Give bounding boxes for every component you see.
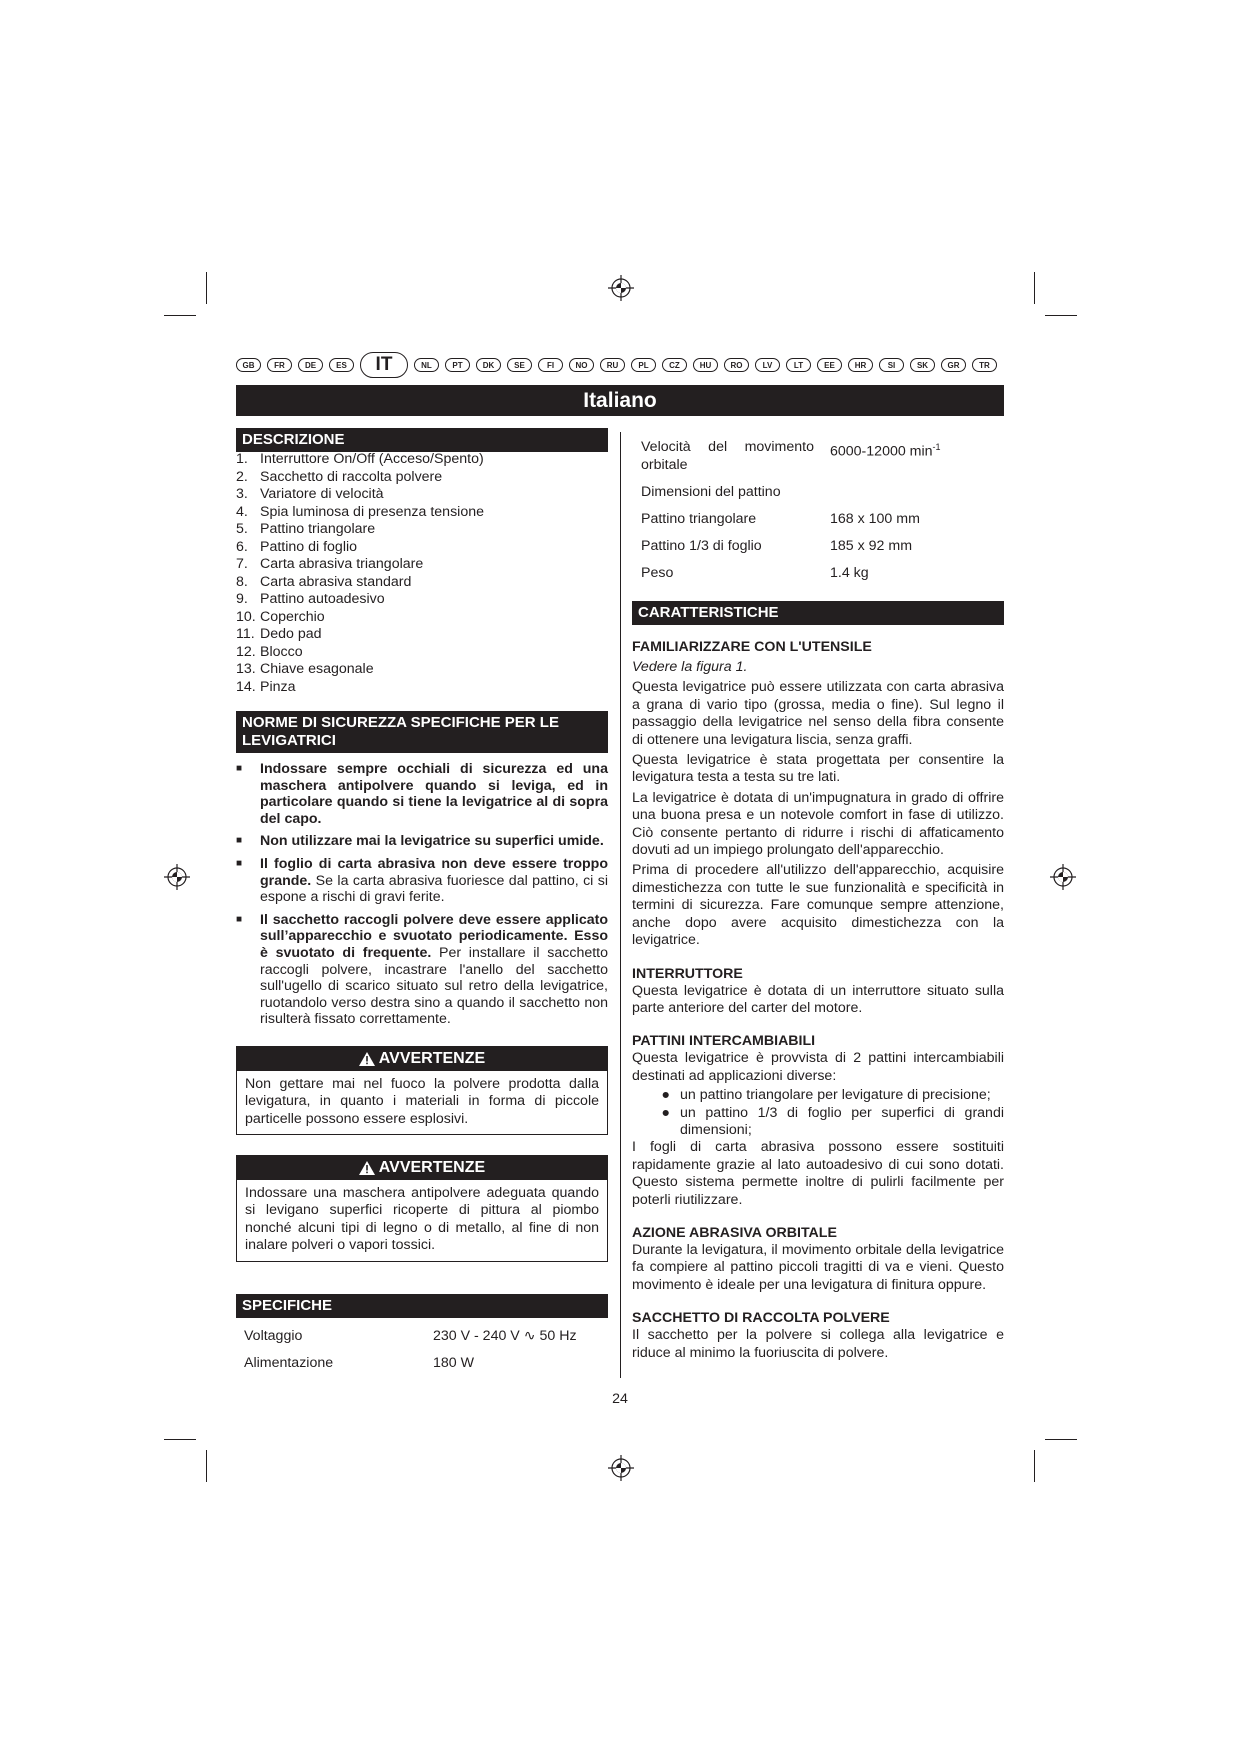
warning-text: Non gettare mai nel fuoco la polvere prodotta dalla levigatura, in quanto i materiali in forma di piccole particelle possono essere esplosivi. <box>245 1076 599 1127</box>
language-tab-lt[interactable]: LT <box>786 358 811 372</box>
language-tab-fi[interactable]: FI <box>538 358 563 372</box>
crop-mark <box>1045 315 1077 316</box>
list-item: 14. Pinza <box>236 678 296 695</box>
page-title: Italiano <box>236 385 1004 416</box>
language-tab-si[interactable]: SI <box>879 358 904 372</box>
subsection-title: FAMILIARIZZARE CON L'UTENSILE <box>632 639 872 655</box>
language-tab-se[interactable]: SE <box>507 358 532 372</box>
language-tab-ro[interactable]: RO <box>724 358 749 372</box>
list-item: 7. Carta abrasiva triangolare <box>236 556 424 572</box>
language-tab-hr[interactable]: HR <box>848 358 873 372</box>
language-tab-de[interactable]: DE <box>298 358 323 372</box>
section-heading-caratteristiche: CARATTERISTICHE <box>632 601 1004 625</box>
spec-label: Velocità del movimento orbitale <box>641 439 814 473</box>
paragraph: Questa levigatrice può essere utilizzata con carta abrasiva a grana di vario tipo (grossa, media o fine). Sul legno il passaggio della levigatrice nel senso della fibra consente di ottenere una levigatura liscia, senza graffi. <box>632 679 1004 748</box>
language-tab-cz[interactable]: CZ <box>662 358 687 372</box>
spec-label: Peso <box>641 565 674 581</box>
language-tab-es[interactable]: ES <box>329 358 354 372</box>
spec-value: 185 x 92 mm <box>830 538 913 554</box>
language-tab-hu[interactable]: HU <box>693 358 718 372</box>
list-item: 4. Spia luminosa di presenza tensione <box>236 503 484 520</box>
language-tab-sk[interactable]: SK <box>910 358 935 372</box>
language-tab-nl[interactable]: NL <box>414 358 439 372</box>
language-tab-gr[interactable]: GR <box>941 358 966 372</box>
description-list-container <box>236 451 608 696</box>
list-item: 11. Dedo pad <box>236 626 322 642</box>
list-item: ■ Il foglio di carta abrasiva non deve essere troppo grande. Se la carta abrasiva fuoriesce dal pattino, ci si espone a rischi di gravi ferite. <box>236 855 608 906</box>
spec-value: 6000-12000 $\min^{-1}$ <box>830 442 941 460</box>
spec-value: 180 W <box>433 1355 475 1371</box>
language-tab-no[interactable]: NO <box>569 358 594 372</box>
crop-mark <box>1045 1439 1077 1440</box>
subsection-title: PATTINI INTERCAMBIABILI <box>632 1033 816 1050</box>
language-tab-ee[interactable]: EE <box>817 358 842 372</box>
paragraph: Durante la levigatura, il movimento orbitale della levigatrice fa compiere al pattino piccoli tragitti di va e vieni. Questo movimento è ideale per una levigatura di finitura oppure. <box>632 1241 1004 1293</box>
pad-list <box>632 1087 1004 1139</box>
list-item: 1. Interruttore On/Off (Acceso/Spento) <box>236 451 484 467</box>
list-item: 5. Pattino triangolare <box>236 521 376 537</box>
list-item: 13. Chiave esagonale <box>236 661 374 677</box>
crop-mark <box>206 272 207 304</box>
paragraph: Il sacchetto per la polvere si collega alla levigatrice e riduce al minimo la fuoriuscita di polvere. <box>632 1327 1004 1361</box>
spec-label: Dimensioni del pattino <box>641 484 781 500</box>
list-item: 9. Pattino autoadesivo <box>236 591 385 607</box>
language-tab-tr[interactable]: TR <box>972 358 997 372</box>
description-list <box>236 451 608 696</box>
list-item: 8. Carta abrasiva standard <box>236 573 412 590</box>
subsection-title: AZIONE ABRASIVA ORBITALE <box>632 1224 837 1241</box>
registration-mark-icon <box>164 864 190 890</box>
paragraph: Questa levigatrice è stata progettata per consentire la levigatura testa a testa su tre lati. <box>632 752 1004 786</box>
registration-mark-icon <box>608 1455 634 1481</box>
spec-label: Pattino 1/3 di foglio <box>641 538 762 554</box>
paragraph: Questa levigatrice è dotata di un interruttore situato sulla parte anteriore del carter del motore. <box>632 982 1004 1016</box>
crop-mark <box>1034 1450 1035 1482</box>
crop-mark <box>164 1439 196 1440</box>
paragraph: La levigatrice è dotata di un'impugnatura in grado di offrire una buona presa e un notevole comfort in fase di utilizzo. Ciò consente pertanto di ridurre i rischi di affaticamento dovuti ad un impiego prolungato dell'apparecchio. <box>632 789 1004 859</box>
language-tab-ru[interactable]: RU <box>600 358 625 372</box>
list-item: 3. Variatore di velocità <box>236 486 384 502</box>
paragraph: I fogli di carta abrasiva possono essere sostituiti rapidamente grazie al lato autoadesivo di cui sono dotati. Questo sistema permette inoltre di pulirli facilmente per poterli riutilizzare. <box>632 1139 1004 1208</box>
language-tab-pl[interactable]: PL <box>631 358 656 372</box>
subsection-title: INTERRUTTORE <box>632 965 743 982</box>
paragraph: Prima di procedere all'utilizzo dell'apparecchio, acquisire dimestichezza con tutte le sue funzionalità e specificità in termini di sicurezza. Fare comunque sempre attenzione, anche dopo avere acquisito dimestichezza con la levigatrice. <box>632 862 1004 949</box>
spec-label: Voltaggio <box>244 1328 303 1344</box>
warning-header: AVVERTENZE <box>237 1156 607 1180</box>
subsection-title: SACCHETTO DI RACCOLTA POLVERE <box>632 1310 890 1327</box>
list-item: ● un pattino triangolare per levigature di precisione; <box>661 1087 991 1104</box>
list-item: ■ Non utilizzare mai la levigatrice su superfici umide. <box>236 833 604 850</box>
warning-text: Indossare una maschera antipolvere adeguata quando si levigano superfici ricoperte di pittura al piombo nonché alcuni tipi di legno o di metallo, al fine di non inalare polveri o vapori tossici. <box>245 1185 599 1254</box>
features-column <box>632 638 1004 1365</box>
warning-triangle-icon <box>359 1052 375 1066</box>
warning-header: AVVERTENZE <box>237 1047 607 1071</box>
list-item: 6. Pattino di foglio <box>236 538 358 555</box>
warning-triangle-icon <box>359 1161 375 1175</box>
list-item: 10. Coperchio <box>236 608 325 625</box>
language-tabs <box>236 352 1008 378</box>
page-number: 24 <box>612 1391 628 1407</box>
list-item: 12. Blocco <box>236 643 303 660</box>
spec-label: Alimentazione <box>244 1355 334 1371</box>
language-tab-it-active[interactable]: IT <box>360 352 408 378</box>
spec-value: 168 x 100 mm <box>830 511 920 527</box>
warning-box <box>236 1046 608 1135</box>
spec-value: 230 V - 240 V ∿ 50 Hz <box>433 1328 577 1344</box>
section-heading-specifiche: SPECIFICHE <box>236 1294 608 1318</box>
crop-mark <box>1034 272 1035 304</box>
safety-bullets-container <box>236 761 608 1034</box>
column-divider <box>620 432 621 1378</box>
crop-mark <box>206 1450 207 1482</box>
section-heading-descrizione: DESCRIZIONE <box>236 428 608 452</box>
language-tab-lv[interactable]: LV <box>755 358 780 372</box>
paragraph: Questa levigatrice è provvista di 2 pattini intercambiabili destinati ad applicazioni diverse: <box>632 1050 1004 1084</box>
warning-box <box>236 1155 608 1262</box>
section-heading-norme: NORME DI SICUREZZA SPECIFICHE PER LE LEVIGATRICI <box>236 711 608 753</box>
crop-mark <box>164 315 196 316</box>
list-item: ■ Indossare sempre occhiali di sicurezza ed una maschera antipolvere quando si leviga, ed in particolare quando si tiene la levigatrice al di sopra del capo. <box>236 761 608 827</box>
registration-mark-icon <box>608 275 634 301</box>
language-tab-gb[interactable]: GB <box>236 358 261 372</box>
list-item: ● un pattino 1/3 di foglio per superfici di grandi dimensioni; <box>661 1104 1004 1138</box>
safety-bullets <box>236 761 608 1028</box>
spec-label: Pattino triangolare <box>641 511 757 527</box>
registration-mark-icon <box>1050 864 1076 890</box>
spec-value: 1.4 kg <box>830 565 869 581</box>
list-item: 2. Sacchetto di raccolta polvere <box>236 468 443 485</box>
language-tab-dk[interactable]: DK <box>476 358 501 372</box>
language-tab-pt[interactable]: PT <box>445 358 470 372</box>
language-tab-fr[interactable]: FR <box>267 358 292 372</box>
figure-reference: Vedere la figura 1. <box>632 659 748 675</box>
list-item: ■ Il sacchetto raccogli polvere deve essere applicato sull’apparecchio e svuotato periodicamente. Esso è svuotato di frequente. Per installare il sacchetto raccogli polvere, incastrare l'anello del sacchetto sull'ugello di scarico situato sul retro della levigatrice, ruotandolo verso destra sino a quando il sacchetto non risulterà fissato correttamente. <box>236 911 609 1028</box>
